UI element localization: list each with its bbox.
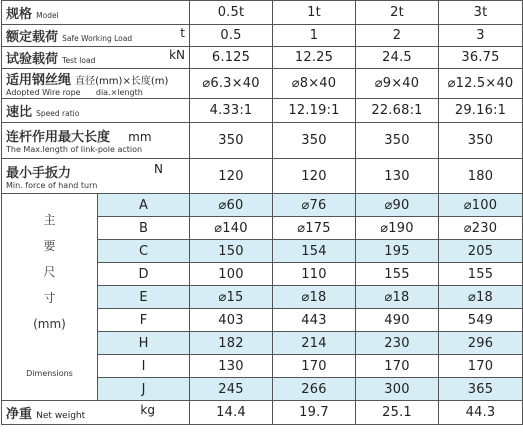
dimension-value: 205 (439, 240, 523, 263)
net-weight-header (2, 401, 190, 425)
dimension-label: B (98, 217, 190, 240)
model-en: Model (36, 11, 59, 20)
test-load-en: Test load (62, 56, 96, 65)
safe-load-value: 1 (273, 25, 356, 47)
net-weight-value: 25.1 (356, 401, 439, 425)
dimension-value: 443 (273, 309, 356, 332)
dimension-value: 182 (190, 332, 273, 355)
link-pole-value: 350 (190, 123, 273, 159)
dimension-value: 154 (273, 240, 356, 263)
hand-force-header (2, 159, 190, 194)
test-load-row (2, 47, 523, 69)
dimension-value: ⌀18 (356, 286, 439, 309)
hand-force-value: 130 (356, 159, 439, 194)
dimension-value: 170 (439, 355, 523, 378)
dimension-value: 155 (439, 263, 523, 286)
safe-load-cn: 额定载荷 (6, 30, 59, 45)
model-3: 3t (439, 1, 523, 25)
hand-force-value: 120 (273, 159, 356, 194)
hand-force-cn: 最小手扳力 (6, 165, 72, 181)
test-load-value: 6.125 (190, 47, 273, 69)
dimension-value: ⌀76 (273, 194, 356, 217)
spec-table (1, 0, 523, 425)
speed-ratio-value: 12.19:1 (273, 99, 356, 123)
model-row (2, 1, 523, 25)
dimension-value: 490 (356, 309, 439, 332)
dimension-value: ⌀230 (439, 217, 523, 240)
dimension-value: ⌀18 (439, 286, 523, 309)
speed-ratio-value: 4.33:1 (190, 99, 273, 123)
net-weight-row (2, 401, 523, 425)
dimension-value: 110 (273, 263, 356, 286)
test-load-unit: kN (169, 48, 185, 62)
wire-rope-header (2, 69, 190, 99)
net-weight-value: 44.3 (439, 401, 523, 425)
speed-ratio-cn: 速比 (6, 105, 33, 120)
speed-ratio-header (2, 99, 190, 123)
wire-rope-en-extra: dia.×length (95, 88, 143, 97)
net-weight-en: Net weight (36, 411, 86, 421)
dimension-label: C (98, 240, 190, 263)
wire-rope-cn: 适用钢丝绳 (6, 73, 72, 88)
wire-rope-value: ⌀8×40 (273, 69, 356, 99)
side-char: 主 (43, 213, 56, 227)
dimension-value: ⌀140 (190, 217, 273, 240)
dimension-value: 245 (190, 378, 273, 401)
dimension-value: 100 (190, 263, 273, 286)
safe-load-value: 2 (356, 25, 439, 47)
dimension-value: ⌀90 (356, 194, 439, 217)
link-pole-cn: 连杆作用最大长度 (6, 130, 111, 145)
safe-load-unit: t (180, 26, 185, 40)
wire-rope-value: ⌀6.3×40 (190, 69, 273, 99)
dimension-label: I (98, 355, 190, 378)
dimension-value: 296 (439, 332, 523, 355)
dimension-label: F (98, 309, 190, 332)
safe-load-header (2, 25, 190, 47)
dimension-value: 230 (356, 332, 439, 355)
wire-rope-value: ⌀12.5×40 (439, 69, 523, 99)
dimension-label: D (98, 263, 190, 286)
link-pole-unit: mm (128, 130, 152, 144)
dimension-value: 403 (190, 309, 273, 332)
safe-load-row (2, 25, 523, 47)
hand-force-unit: N (154, 161, 163, 176)
dimension-value: 300 (356, 378, 439, 401)
wire-rope-en: Adopted Wire rope (6, 88, 81, 97)
model-1: 1t (273, 1, 356, 25)
wire-rope-value: ⌀9×40 (356, 69, 439, 99)
speed-ratio-value: 22.68:1 (356, 99, 439, 123)
dimension-value: 130 (190, 355, 273, 378)
test-load-value: 36.75 (439, 47, 523, 69)
side-char: (mm) (33, 317, 66, 331)
model-0: 0.5t (190, 1, 273, 25)
link-pole-value: 350 (439, 123, 523, 159)
side-char: 寸 (43, 291, 56, 305)
test-load-value: 12.25 (273, 47, 356, 69)
dimension-value: 155 (356, 263, 439, 286)
dimension-label: A (98, 194, 190, 217)
hand-force-value: 180 (439, 159, 523, 194)
dimensions-side-label (2, 194, 98, 401)
safe-load-value: 3 (439, 25, 523, 47)
net-weight-value: 14.4 (190, 401, 273, 425)
link-pole-row (2, 123, 523, 159)
net-weight-cn: 净重 (6, 407, 33, 422)
link-pole-value: 350 (356, 123, 439, 159)
side-char: 要 (43, 239, 56, 253)
dimension-value: ⌀100 (439, 194, 523, 217)
dimension-value: 214 (273, 332, 356, 355)
dimension-value: 266 (273, 378, 356, 401)
link-pole-value: 350 (273, 123, 356, 159)
link-pole-en: The Max.length of link-pole action (6, 145, 143, 154)
dimension-value: ⌀175 (273, 217, 356, 240)
dimension-value: ⌀18 (273, 286, 356, 309)
wire-rope-cn-extra: 直径(mm)×长度(m) (75, 76, 169, 87)
dimension-value: 170 (273, 355, 356, 378)
safe-load-value: 0.5 (190, 25, 273, 47)
wire-rope-row (2, 69, 523, 99)
dimension-value: 170 (356, 355, 439, 378)
safe-load-en: Safe Working Load (62, 34, 133, 43)
dimensions-en: Dimensions (26, 369, 73, 378)
speed-ratio-en: Speed ratio (36, 109, 80, 118)
model-2: 2t (356, 1, 439, 25)
hand-force-value: 120 (190, 159, 273, 194)
test-load-value: 24.5 (356, 47, 439, 69)
dimension-value: ⌀15 (190, 286, 273, 309)
dimension-label: H (98, 332, 190, 355)
net-weight-value: 19.7 (273, 401, 356, 425)
link-pole-header (2, 123, 190, 159)
side-char: 尺 (43, 265, 56, 279)
dimension-value: 549 (439, 309, 523, 332)
model-cn: 规格 (6, 7, 33, 22)
hand-force-en: Min. force of hand turn (6, 180, 98, 190)
dimension-value: ⌀190 (356, 217, 439, 240)
model-header (2, 1, 190, 25)
dimension-value: 195 (356, 240, 439, 263)
hand-force-row (2, 159, 523, 194)
dimension-value: 365 (439, 378, 523, 401)
test-load-cn: 试验载荷 (6, 52, 59, 67)
net-weight-unit: kg (140, 403, 155, 417)
speed-ratio-row (2, 99, 523, 123)
dimension-value: 150 (190, 240, 273, 263)
dimension-value: ⌀60 (190, 194, 273, 217)
dimension-label: E (98, 286, 190, 309)
speed-ratio-value: 29.16:1 (439, 99, 523, 123)
dimension-row (2, 194, 523, 217)
test-load-header (2, 47, 190, 69)
dimension-label: J (98, 378, 190, 401)
